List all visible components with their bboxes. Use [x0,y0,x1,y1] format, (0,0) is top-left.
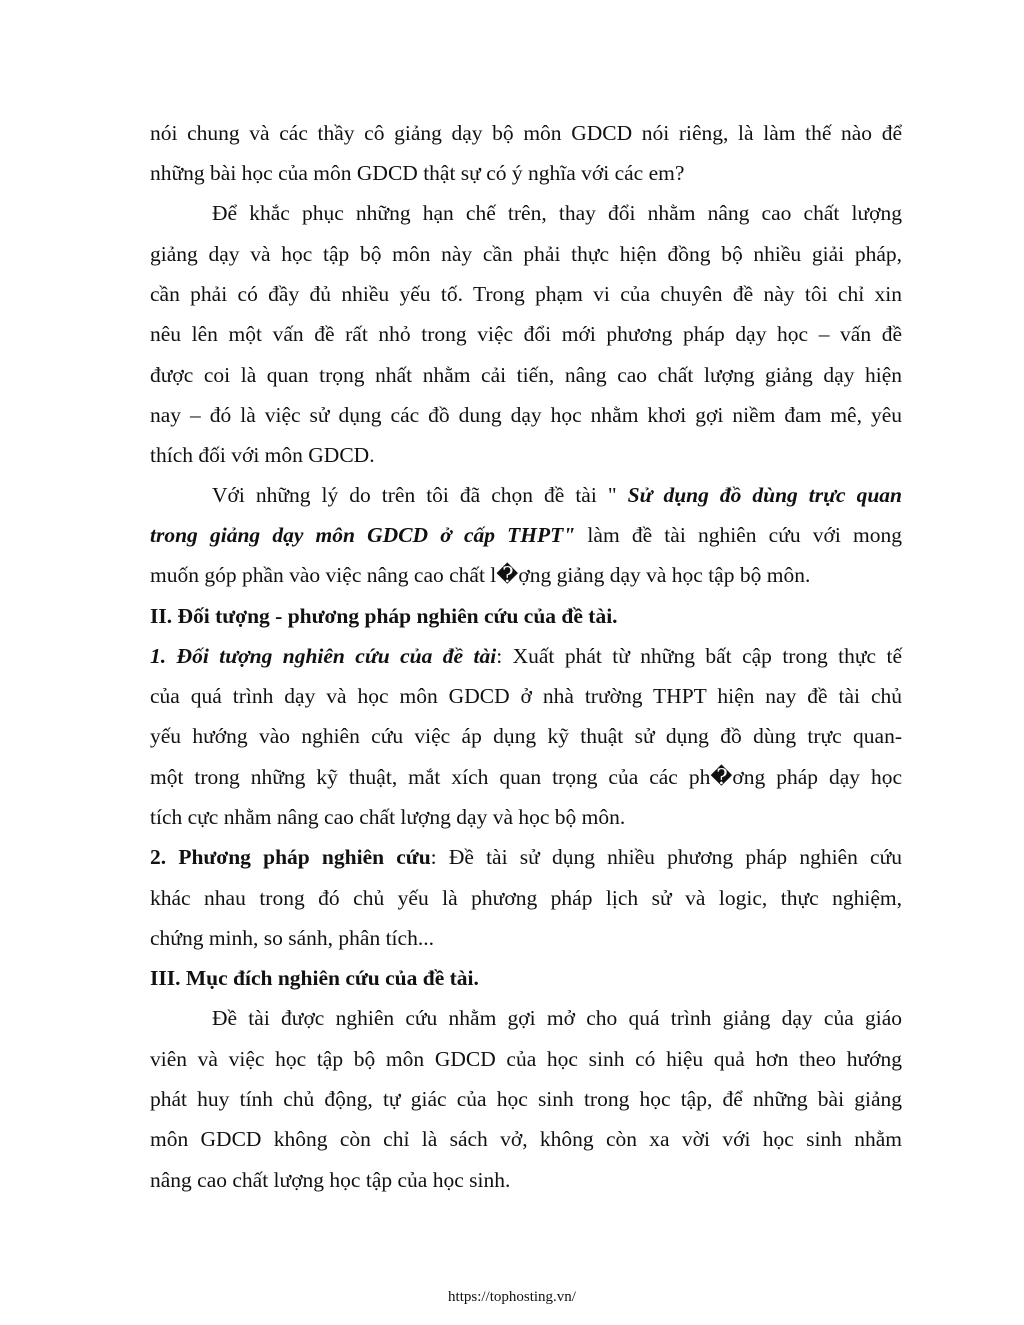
text-line: môn GDCD không còn chỉ là sách vở, không còn xa vời với học sinh nhằm [150,1127,902,1151]
text-line [150,643,902,669]
text-line: nói chung và các thầy cô giảng dạy bộ môn GDCD nói riêng, là làm thế nào để [150,121,902,145]
text-line [150,522,902,548]
text-line: nay – đó là việc sử dụng các đồ dung dạy học nhằm khơi gợi niềm đam mê, yêu [150,403,902,427]
section-heading: III. Mục đích nghiên cứu của đề tài. [150,966,479,990]
text-line: Để khắc phục những hạn chế trên, thay đổi nhằm nâng cao chất lượng [212,201,902,225]
section-heading: II. Đối tượng - phương pháp nghiên cứu của đề tài. [150,604,618,628]
subheading-label: 2. Phương pháp nghiên cứu [150,845,431,869]
text-line: được coi là quan trọng nhất nhằm cải tiến, nâng cao chất lượng giảng dạy hiện [150,363,902,387]
text-segment: : Xuất phát từ những bất cập trong thực tế [496,644,902,668]
text-line: muốn góp phần vào việc nâng cao chất l�ợng giảng dạy và học tập bộ môn. [150,563,811,587]
text-line [212,482,902,508]
text-segment: làm đề tài nghiên cứu với mong [587,523,903,547]
text-line: thích đối với môn GDCD. [150,443,375,467]
text-line: của quá trình dạy và học môn GDCD ở nhà trường THPT hiện nay đề tài chủ [150,684,902,708]
subheading-label: 1. Đối tượng nghiên cứu của đề tài [150,644,497,668]
text-line: những bài học của môn GDCD thật sự có ý nghĩa với các em? [150,161,685,185]
text-line: Đề tài được nghiên cứu nhằm gợi mở cho quá trình giảng dạy của giáo [212,1006,902,1030]
text-line [150,844,902,870]
text-segment: : Đề tài sử dụng nhiều phương pháp nghiên cứu [430,845,902,869]
text-line: nâng cao chất lượng học tập của học sinh. [150,1168,511,1192]
text-segment: Với những lý do trên tôi đã chọn đề tài " [212,483,617,507]
footer-url[interactable]: https://tophosting.vn/ [448,1289,576,1305]
text-line: khác nhau trong đó chủ yếu là phương pháp lịch sử và logic, thực nghiệm, [150,886,902,910]
text-line: viên và việc học tập bộ môn GDCD của học sinh có hiệu quả hơn theo hướng [150,1047,902,1071]
text-line: phát huy tính chủ động, tự giác của học sinh trong học tập, để những bài giảng [150,1087,902,1111]
text-line: một trong những kỹ thuật, mắt xích quan trọng của các ph�ơng pháp dạy học [150,765,902,789]
text-line: chứng minh, so sánh, phân tích... [150,926,434,950]
text-line: nêu lên một vấn đề rất nhỏ trong việc đổi mới phương pháp dạy học – vấn đề [150,322,902,346]
text-line: tích cực nhằm nâng cao chất lượng dạy và học bộ môn. [150,805,626,829]
text-line: yếu hướng vào nghiên cứu việc áp dụng kỹ thuật sử dụng đồ dùng trực quan- [150,724,902,748]
topic-title-part: trong giảng dạy môn GDCD ở cấp THPT" [150,523,576,547]
text-line: giảng dạy và học tập bộ môn này cần phải thực hiện đồng bộ nhiều giải pháp, [150,242,902,266]
text-line: cần phải có đầy đủ nhiều yếu tố. Trong phạm vi của chuyên đề này tôi chỉ xin [150,282,902,306]
topic-title-part: Sử dụng đồ dùng trực quan [627,483,902,507]
